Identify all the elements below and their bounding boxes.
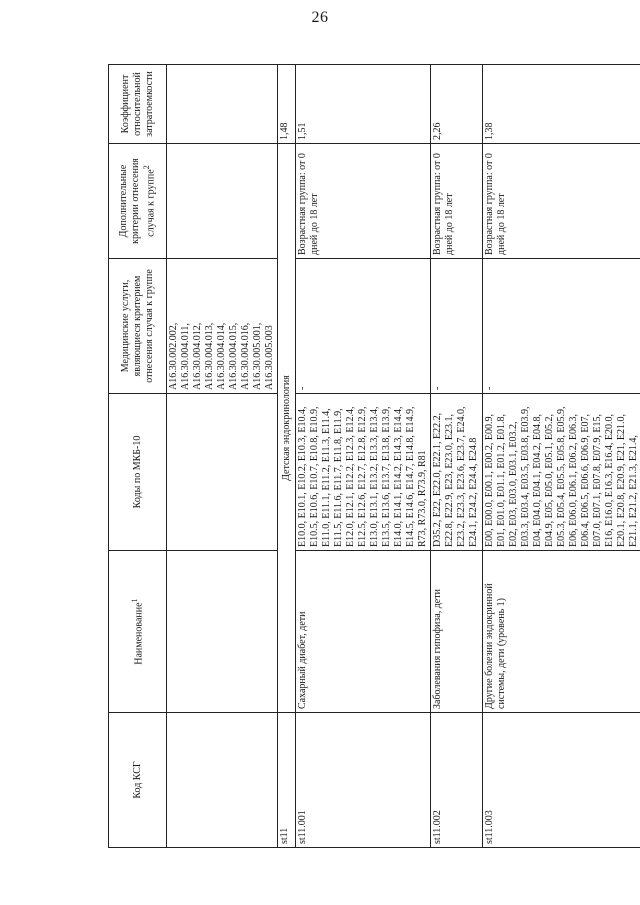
cell-services: - — [483, 259, 640, 394]
cell-services: A16.30.002.002, A16.30.004.011, A16.30.004.012, A16.30.004.013, A16.30.004.014, A16.30.004.015, A16.30.004.016, A16.30.005.001, A16.30.005.003 — [167, 259, 278, 394]
cell-services: - — [431, 259, 483, 394]
cell-coef: 1,51 — [296, 65, 431, 144]
table-row — [431, 65, 483, 848]
cell-code: st11.001 — [296, 713, 431, 848]
header-criteria-footnote: 2 — [141, 165, 151, 170]
cell-name: Сахарный диабет, дети — [296, 551, 431, 713]
cell-code: st11.003 — [483, 713, 640, 848]
header-row — [109, 65, 167, 848]
header-icd: Коды по МКБ-10 — [109, 394, 167, 551]
header-criteria: Дополнительные критерии отнесения случая к группе$^2$ — [109, 144, 167, 259]
cell-icd: E00, E00.0, E00.1, E00.2, E00.9, E01, E01.0, E01.1, E01.2, E01.8, E02, E03, E03.0, E03.1, E03.2, E03.3, E03.4, E03.5, E03.8, E03.9, E04, E04.0, E04.1, E04.2, E04.8, E04.9, E05, E05.0, E05.1, E05.2, E05.3, E05.4, E05.5, E05.8, E05.9, E06, E06.0, E06.1, E06.2, E06.3, E06.4, E06.5, E06.6, E06.9, E07, E07.0, E07.1, E07.8, E07.9, E15, E16, E16.0, E16.3, E16.4, E20.0, E20.1, E20.8, E20.9, E21, E21.0, E21.1, E21.2, E21.3, E21.4, — [483, 394, 640, 551]
header-name: Наименование$^1$ — [109, 551, 167, 713]
cell-criteria — [167, 144, 278, 259]
ksg-table — [108, 64, 640, 848]
rotated-table-wrapper — [108, 65, 639, 848]
section-title: Детская эндокринология — [278, 144, 296, 713]
header-code: Код КСГ — [109, 713, 167, 848]
cell-coef: 2,26 — [431, 65, 483, 144]
page-number: 26 — [311, 9, 329, 26]
header-services: Медицинские услуги, являющиеся критерием отнесения случая к группе — [109, 259, 167, 394]
cell-coef: 1,38 — [483, 65, 640, 144]
header-name-footnote: 1 — [129, 598, 139, 603]
section-row — [278, 65, 296, 848]
section-coef: 1,48 — [278, 65, 296, 144]
cell-coef — [167, 65, 278, 144]
cell-icd — [167, 394, 278, 551]
cell-icd: D35.2, E22, E22.0, E22.1, E22.2, E22.8, E22.9, E23, E23.0, E23.1, E23.2, E23.3, E23.6, E23.7, E24.0, E24.1, E24.2, E24.4, E24.8 — [431, 394, 483, 551]
cell-code — [167, 713, 278, 848]
cell-icd: E10.0, E10.1, E10.2, E10.3, E10.4, E10.5, E10.6, E10.7, E10.8, E10.9, E11.0, E11.1, E11.2, E11.3, E11.4, E11.5, E11.6, E11.7, E11.8, E11.9, E12.0, E12.1, E12.2, E12.3, E12.4, E12.5, E12.6, E12.7, E12.8, E12.9, E13.0, E13.1, E13.2, E13.3, E13.4, E13.5, E13.6, E13.7, E13.8, E13.9, E14.0, E14.1, E14.2, E14.3, E14.4, E14.5, E14.6, E14.7, E14.8, E14.9, R73, R73.0, R73.9, R81 — [296, 394, 431, 551]
section-code: st11 — [278, 713, 296, 848]
cell-name: Заболевания гипофиза, дети — [431, 551, 483, 713]
cell-criteria: Возрастная группа: от 0 дней до 18 лет — [296, 144, 431, 259]
cell-name: Другие болезни эндокринной системы, дети (уровень 1) — [483, 551, 640, 713]
table-row — [483, 65, 640, 848]
cell-criteria: Возрастная группа: от 0 дней до 18 лет — [483, 144, 640, 259]
cell-name — [167, 551, 278, 713]
cell-criteria: Возрастная группа: от 0 дней до 18 лет — [431, 144, 483, 259]
cell-code: st11.002 — [431, 713, 483, 848]
header-coef: Коэффициент относительной затратоемкости — [109, 65, 167, 144]
continuation-row — [167, 65, 278, 848]
table-row — [296, 65, 431, 848]
cell-services: - — [296, 259, 431, 394]
